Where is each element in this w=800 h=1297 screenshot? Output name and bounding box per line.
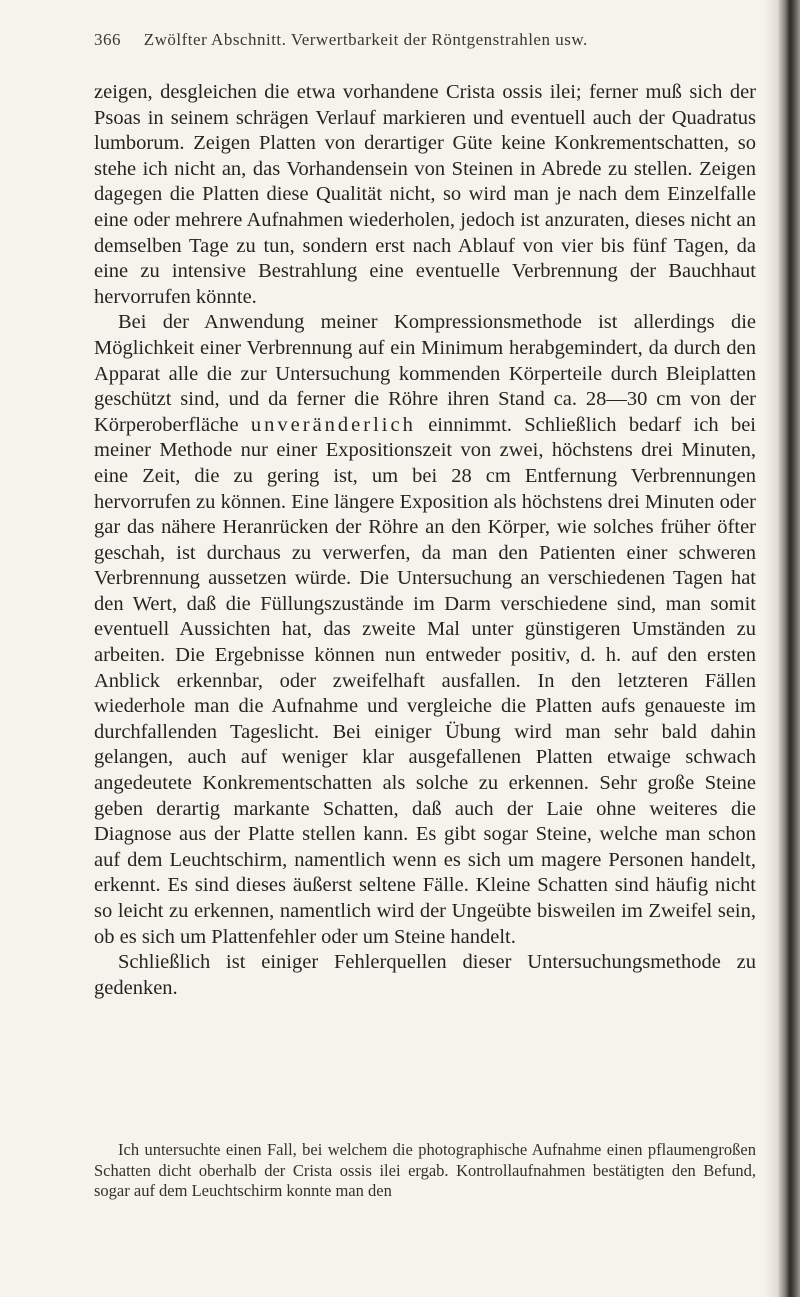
paragraph-2-end: einnimmt. Schließlich bedarf ich bei meiner Methode nur einer Expositionszeit von zwei, höchstens drei Minuten, eine Zeit, die zu gering ist, um bei 28 cm Entfernung Verbrennungen hervorrufen zu können. Eine längere Exposition als höchstens drei Minuten oder gar das nähere Heranrücken der Röhre an den Körper, wie solches früher öfter geschah, ist durchaus zu verwerfen, da man den Patienten einer schweren Verbrennung aussetzen würde. Die Untersuchung an verschiedenen Tagen hat den Wert, daß die Füllungszustände im Darm verschiedene sind, man somit eventuell Aussichten hat, das zweite Mal unter günstigeren Umständen zu arbeiten. Die Ergebnisse können nun entweder positiv, d. h. auf den ersten Anblick erkennbar, oder zweifelhaft ausfallen. In den letzteren Fällen wiederhole man die Aufnahme und vergleiche die Platten aufs genaueste im durchfallenden Tageslicht. Bei einiger Übung wird man sehr bald dahin gelangen, auch auf weniger klar ausgefallenen Platten etwaige schwach angedeutete Konkrementschatten als solche zu erkennen. Sehr große Steine geben derartig markante Schatten, daß auch der Laie ohne weiteres die Diagnose aus der Platte stellen kann. Es gibt sogar Steine, welche man schon auf dem Leuchtschirm, namentlich wenn es sich um magere Personen handelt, erkennt. Es sind dieses äußerst seltene Fälle. Kleine Schatten sind häufig nicht so leicht zu erkennen, namentlich wird der Ungeübte bisweilen im Zweifel sein, ob es sich um Plattenfehler oder um Steine handelt. [94,413,756,948]
small-print-paragraph: Ich untersuchte einen Fall, bei welchem die photographische Aufnahme einen pflaumengroßen Schatten dicht oberhalb der Crista ossis ilei ergab. Kontrollaufnahmen bestätigten den Befund, sogar auf dem Leuchtschirm konnte man den [94,1140,756,1200]
body-text [94,80,756,1001]
page-gutter-shadow [764,0,778,1297]
book-binding-edge [778,0,800,1297]
paragraph-2-start: Bei der Anwendung meiner Kompressionsmethode ist allerdings die Möglichkeit einer Verbrennung auf ein Minimum herabgemindert, da durch den Apparat alle die zur Untersuchung kommenden Körperteile durch Bleiplatten geschützt sind, und da ferner die Röhre ihren Stand ca. 28—30 cm von der Körperoberfläche [94,311,756,436]
paragraph-1: zeigen, desgleichen die etwa vorhandene Crista ossis ilei; ferner muß sich der Psoas in seinem schrägen Verlauf markieren und eventuell auch der Quadratus lumborum. Zeigen Platten von derartiger Güte keine Konkrementschatten, so stehe ich nicht an, das Vorhandensein von Steinen in Abrede zu stellen. Zeigen dagegen die Platten diese Qualität nicht, so wird man je nach dem Einzelfalle eine oder mehrere Aufnahmen wiederholen, jedoch ist anzuraten, dieses nicht an demselben Tage zu tun, sondern erst nach Ablauf von vier bis fünf Tagen, da eine zu intensive Bestrahlung eine eventuelle Verbrennung der Bauchhaut hervorrufen könnte. [94,81,756,308]
paragraph-2 [94,310,756,950]
paragraph-3: Schließlich ist einiger Fehlerquellen dieser Untersuchungsmethode zu gedenken. [94,951,756,999]
running-header [94,30,754,60]
running-title: Zwölfter Abschnitt. Verwertbarkeit der Röntgenstrahlen usw. [143,30,588,49]
page-number: 366 [94,30,121,49]
emphasized-word: unveränderlich [250,413,416,436]
